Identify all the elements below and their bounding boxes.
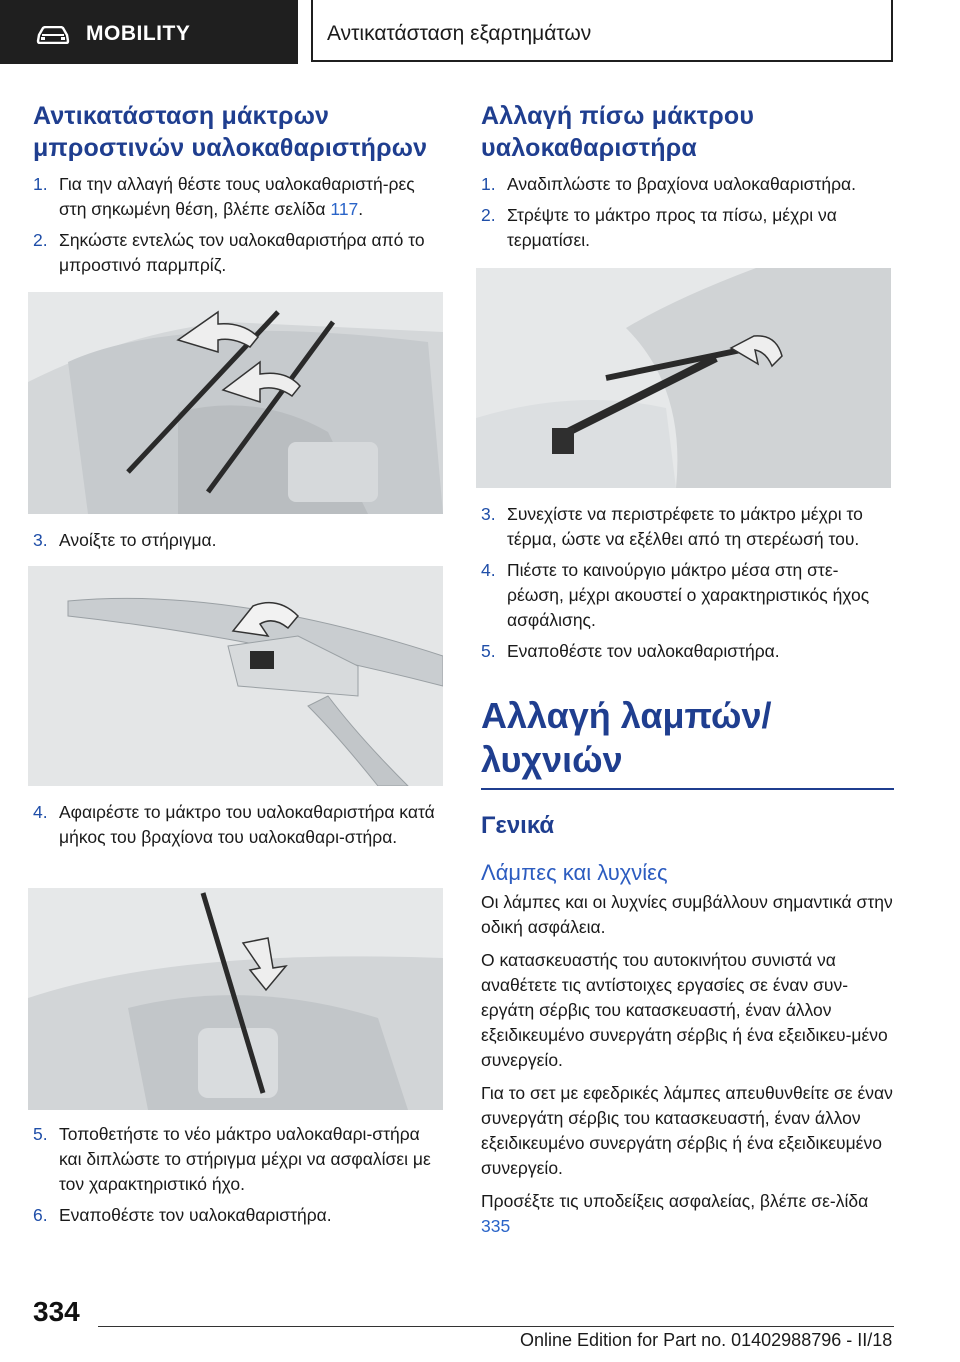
- list-item: 5. Εναποθέστε τον υαλοκαθαριστήρα.: [481, 641, 780, 661]
- paragraph: Οι λάμπες και οι λυχνίες συμβάλλουν σημαντικά στην οδική ασφάλεια.: [481, 892, 893, 937]
- list-item: 4. Πιέστε το καινούργιο μάκτρο μέσα στη στε‐ρέωση, μέχρι ακουστεί ο χαρακτηριστικός ήχος ασφάλισης.: [481, 560, 870, 630]
- figure-wiper-blade-remove: [28, 888, 443, 1110]
- right-section-title: Αλλαγή πίσω μάκτρου υαλοκαθαριστήρα: [481, 102, 755, 162]
- left-section-title: Αντικατάσταση μάκτρων μπροστινών υαλοκαθαριστήρων: [33, 102, 428, 162]
- left-column-step4: [33, 800, 443, 850]
- left-column-step5-6: [33, 1122, 443, 1228]
- figure-front-wiper-raise: [28, 292, 443, 514]
- subsection-heading: Γενικά: [481, 812, 555, 839]
- page-number: 334: [33, 1296, 80, 1327]
- footer-rule: [98, 1326, 894, 1327]
- list-item: 1. Για την αλλαγή θέστε τους υαλοκαθαριστή‐ρες στη σηκωμένη θέση, βλέπε σελίδα 117.: [33, 174, 415, 219]
- list-item: 6. Εναποθέστε τον υαλοκαθαριστήρα.: [33, 1205, 332, 1225]
- list-item: 1. Αναδιπλώστε το βραχίονα υαλοκαθαριστήρα.: [481, 174, 857, 194]
- left-column: [33, 100, 443, 278]
- header-section-title: [311, 0, 893, 62]
- paragraph: Ο κατασκευαστής του αυτοκινήτου συνιστά να αναθέτετε τις αντίστοιχες εργασίες σε έναν συν‐εργάτη σέρβις του κατασκευαστή, έναν άλλον εξειδικευμένο συνεργάτη σέρβις ή ένα εξειδικευ‐μένο συνεργείο.: [481, 950, 888, 1070]
- left-column-step3: [33, 528, 443, 553]
- figure-wiper-retainer-open: [28, 566, 443, 786]
- paragraph: Προσέξτε τις υποδείξεις ασφαλείας, βλέπε σε‐λίδα 335: [481, 1191, 869, 1236]
- list-item: 5. Τοποθετήστε το νέο μάκτρο υαλοκαθαρι‐στήρα και διπλώστε το στήριγμα μέχρι να ασφαλίσει με τον χαρακτηριστικό ήχο.: [33, 1124, 431, 1194]
- header-category-label: MOBILITY: [86, 22, 191, 45]
- footer-edition: Online Edition for Part no. 01402988796 - II/18: [520, 1330, 893, 1350]
- figure-rear-wiper: [476, 268, 891, 488]
- page-link[interactable]: 117: [330, 199, 359, 219]
- right-column-steps-3-5: [481, 502, 894, 1239]
- list-item: 3. Ανοίξτε το στήριγμα.: [33, 530, 217, 550]
- chapter-heading: Αλλαγή λαμπών/λυχνιών: [481, 694, 894, 790]
- list-item: 3. Συνεχίστε να περιστρέφετε το μάκτρο μέχρι το τέρμα, ώστε να εξέλθει από τη στερέωσή του.: [481, 504, 863, 549]
- left-steps-a: [33, 172, 443, 278]
- page-link[interactable]: 335: [481, 1216, 511, 1236]
- paragraph: Για το σετ με εφεδρικές λάμπες απευθυνθείτε σε έναν συνεργάτη σέρβις του κατασκευαστή, έναν άλλον εξειδικευμένο συνεργάτη σέρβις ή ένα εξειδικευμένο συνεργείο.: [481, 1083, 893, 1178]
- list-item: 4. Αφαιρέστε το μάκτρο του υαλοκαθαριστήρα κατά μήκος του βραχίονα του υαλοκαθαρι‐στήρα.: [33, 802, 435, 847]
- header-section-label: Αντικατάσταση εξαρτημάτων: [327, 22, 592, 45]
- topic-heading: Λάμπες και λυχνίες: [481, 860, 668, 885]
- header-category-tab[interactable]: [0, 0, 298, 64]
- list-item: 2. Στρέψτε το μάκτρο προς τα πίσω, μέχρι να τερματίσει.: [481, 205, 837, 250]
- list-item: 2. Σηκώστε εντελώς τον υαλοκαθαριστήρα από το μπροστινό παρμπρίζ.: [33, 230, 425, 275]
- car-icon: [36, 26, 70, 44]
- right-column: [481, 100, 894, 253]
